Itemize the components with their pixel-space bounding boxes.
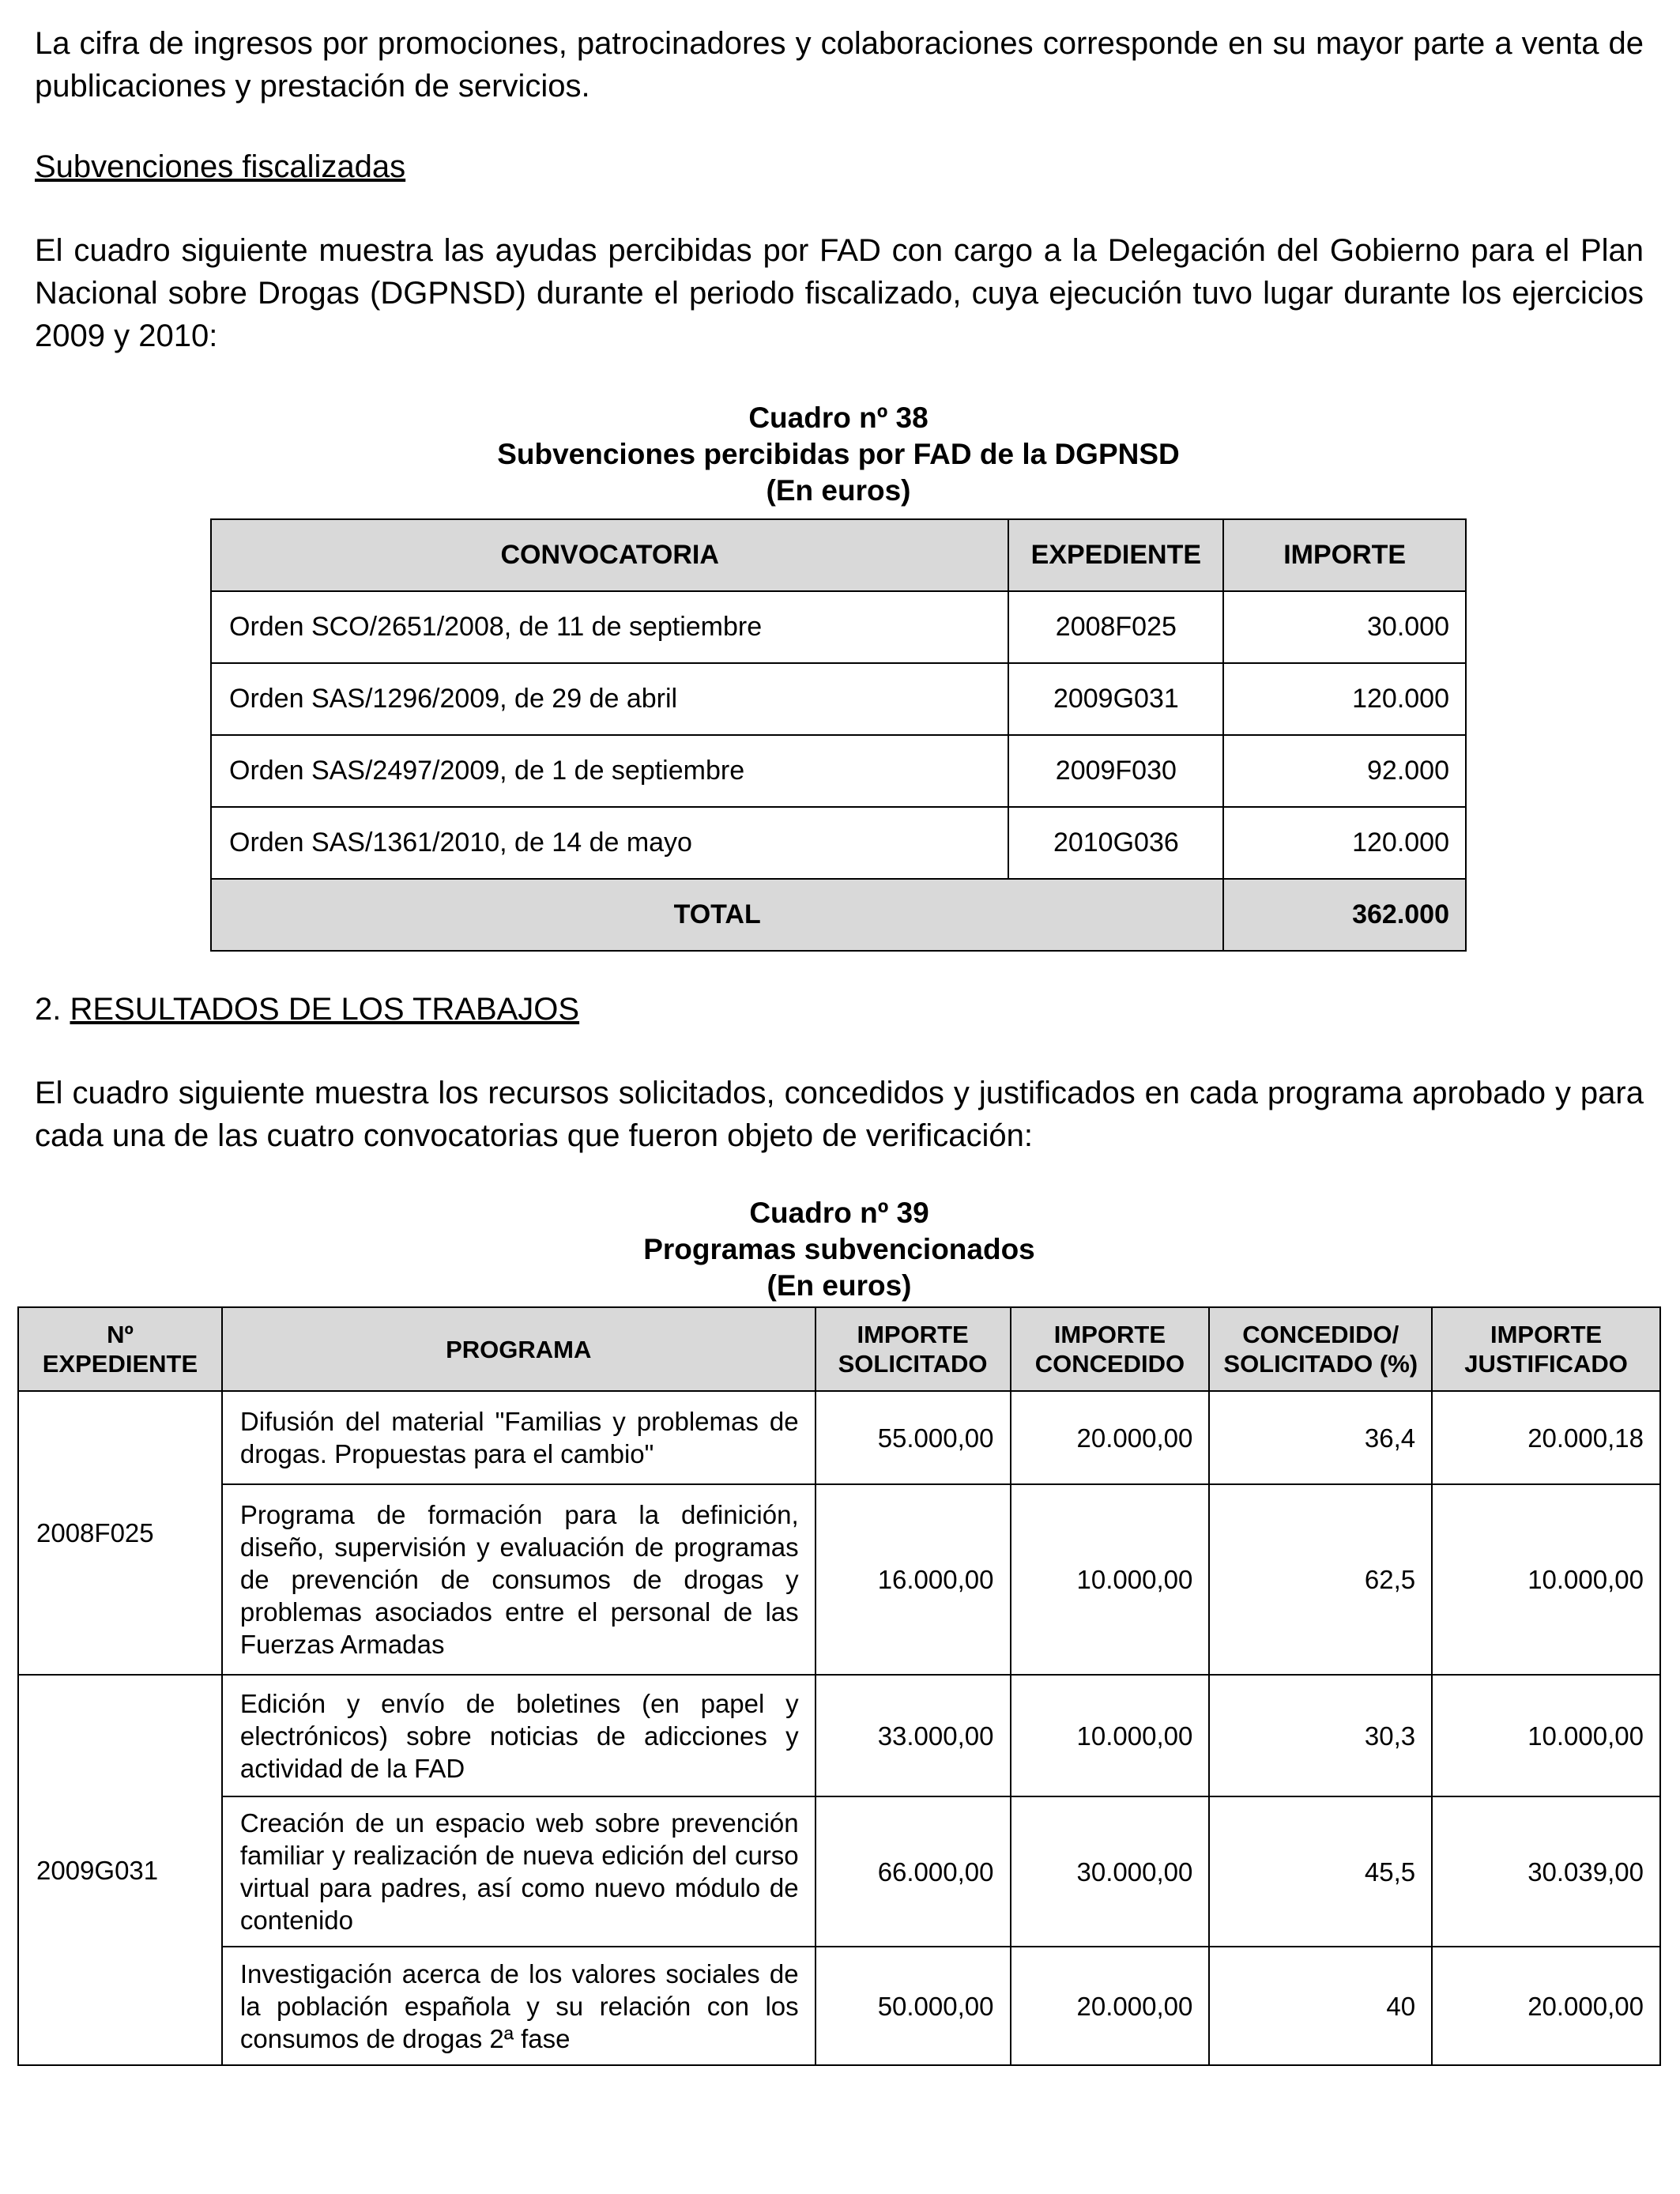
header-convocatoria: CONVOCATORIA <box>211 519 1008 591</box>
cell-convocatoria: Orden SAS/1296/2009, de 29 de abril <box>211 663 1008 735</box>
cuadro38-caption-number: Cuadro nº 38 <box>748 401 929 434</box>
table-row <box>211 807 1466 879</box>
cell-programa: Programa de formación para la definición, diseño, supervisión y evaluación de programas de prevención de consumos de drogas y problemas asociados entre el personal de las Fuerzas Armadas <box>222 1484 816 1675</box>
cell-importe-concedido: 30.000,00 <box>1011 1796 1210 1947</box>
cell-programa: Difusión del material "Familias y problemas de drogas. Propuestas para el cambio" <box>222 1391 816 1484</box>
section-2-paragraph: El cuadro siguiente muestra los recursos solicitados, concedidos y justificados en cada programa aprobado y para cada una de las cuatro convocatorias que fueron objeto de verificación: <box>35 1076 1644 1153</box>
cell-importe-solicitado: 16.000,00 <box>816 1484 1011 1675</box>
cuadro39-caption-title: Programas subvencionados <box>643 1233 1035 1265</box>
cell-importe: 30.000 <box>1223 591 1466 663</box>
cell-importe-concedido: 20.000,00 <box>1011 1947 1210 2065</box>
cell-pct: 40 <box>1209 1947 1432 2065</box>
cell-pct: 36,4 <box>1209 1391 1432 1484</box>
header-importe-solicitado: IMPORTE SOLICITADO <box>816 1307 1011 1391</box>
cell-expediente: 2009G031 <box>1008 663 1223 735</box>
cell-importe-solicitado: 55.000,00 <box>816 1391 1011 1484</box>
header-expediente: Nº EXPEDIENTE <box>18 1307 222 1391</box>
cell-importe-concedido: 10.000,00 <box>1011 1675 1210 1796</box>
cell-importe: 120.000 <box>1223 807 1466 879</box>
cell-programa: Edición y envío de boletines (en papel y electrónicos) sobre noticias de adicciones y actividad de la FAD <box>222 1675 816 1796</box>
cell-importe-solicitado: 33.000,00 <box>816 1675 1011 1796</box>
section-2-heading <box>35 988 579 1031</box>
section-2-title: RESULTADOS DE LOS TRABAJOS <box>70 992 580 1027</box>
table-row <box>18 1796 1660 1947</box>
cell-expediente: 2008F025 <box>18 1391 222 1675</box>
cell-importe-justificado: 10.000,00 <box>1432 1484 1660 1675</box>
cuadro38-caption-units: (En euros) <box>766 474 911 507</box>
header-importe: IMPORTE <box>1223 519 1466 591</box>
cell-pct: 62,5 <box>1209 1484 1432 1675</box>
intro-paragraph-2: El cuadro siguiente muestra las ayudas percibidas por FAD con cargo a la Delegación del Gobierno para el Plan Nacional sobre Drogas (DGPNSD) durante el periodo fiscalizado, cuya ejecución tuvo lugar durante los ejercicios 2009 y 2010: <box>35 233 1644 353</box>
total-label: TOTAL <box>211 879 1223 951</box>
cell-convocatoria: Orden SAS/1361/2010, de 14 de mayo <box>211 807 1008 879</box>
cell-pct: 45,5 <box>1209 1796 1432 1947</box>
cuadro38-caption-title: Subvenciones percibidas por FAD de la DGPNSD <box>497 438 1180 470</box>
header-expediente: EXPEDIENTE <box>1008 519 1223 591</box>
cuadro39-caption <box>17 1195 1661 1304</box>
subheading-subvenciones: Subvenciones fiscalizadas <box>35 149 406 184</box>
cell-pct: 30,3 <box>1209 1675 1432 1796</box>
total-value: 362.000 <box>1223 879 1466 951</box>
cuadro38-caption <box>210 400 1467 509</box>
cell-expediente: 2009G031 <box>18 1675 222 2065</box>
header-importe-concedido: IMPORTE CONCEDIDO <box>1011 1307 1210 1391</box>
cell-importe-justificado: 30.039,00 <box>1432 1796 1660 1947</box>
cell-importe-justificado: 10.000,00 <box>1432 1675 1660 1796</box>
header-importe-justificado: IMPORTE JUSTIFICADO <box>1432 1307 1660 1391</box>
cell-convocatoria: Orden SAS/2497/2009, de 1 de septiembre <box>211 735 1008 807</box>
table-row <box>18 1391 1660 1484</box>
cell-expediente: 2010G036 <box>1008 807 1223 879</box>
cell-convocatoria: Orden SCO/2651/2008, de 11 de septiembre <box>211 591 1008 663</box>
header-programa: PROGRAMA <box>222 1307 816 1391</box>
table-row <box>18 1484 1660 1675</box>
cell-expediente: 2009F030 <box>1008 735 1223 807</box>
cell-programa: Creación de un espacio web sobre prevención familiar y realización de nueva edición del curso virtual para padres, así como nuevo módulo de contenido <box>222 1796 816 1947</box>
table-header-row <box>211 519 1466 591</box>
cell-importe-solicitado: 50.000,00 <box>816 1947 1011 2065</box>
cuadro38-table <box>210 518 1467 952</box>
table-row <box>211 591 1466 663</box>
total-row <box>211 879 1466 951</box>
table-row <box>211 735 1466 807</box>
intro-paragraph-1: La cifra de ingresos por promociones, patrocinadores y colaboraciones corresponde en su mayor parte a venta de publicaciones y prestación de servicios. <box>35 26 1644 104</box>
cuadro39-table <box>17 1306 1661 2066</box>
cell-expediente: 2008F025 <box>1008 591 1223 663</box>
table-row <box>211 663 1466 735</box>
cell-programa: Investigación acerca de los valores sociales de la población española y su relación con los consumos de drogas 2ª fase <box>222 1947 816 2065</box>
table-row <box>18 1675 1660 1796</box>
section-2-number: 2. <box>35 992 62 1027</box>
cell-importe-justificado: 20.000,00 <box>1432 1947 1660 2065</box>
table-header-row <box>18 1307 1660 1391</box>
cell-importe-justificado: 20.000,18 <box>1432 1391 1660 1484</box>
cuadro39-caption-number: Cuadro nº 39 <box>749 1197 929 1229</box>
cell-importe-concedido: 10.000,00 <box>1011 1484 1210 1675</box>
header-concedido-solicitado-pct: CONCEDIDO/ SOLICITADO (%) <box>1209 1307 1432 1391</box>
cuadro39-caption-units: (En euros) <box>767 1269 912 1302</box>
cell-importe: 92.000 <box>1223 735 1466 807</box>
cell-importe: 120.000 <box>1223 663 1466 735</box>
cell-importe-concedido: 20.000,00 <box>1011 1391 1210 1484</box>
table-row <box>18 1947 1660 2065</box>
cell-importe-solicitado: 66.000,00 <box>816 1796 1011 1947</box>
